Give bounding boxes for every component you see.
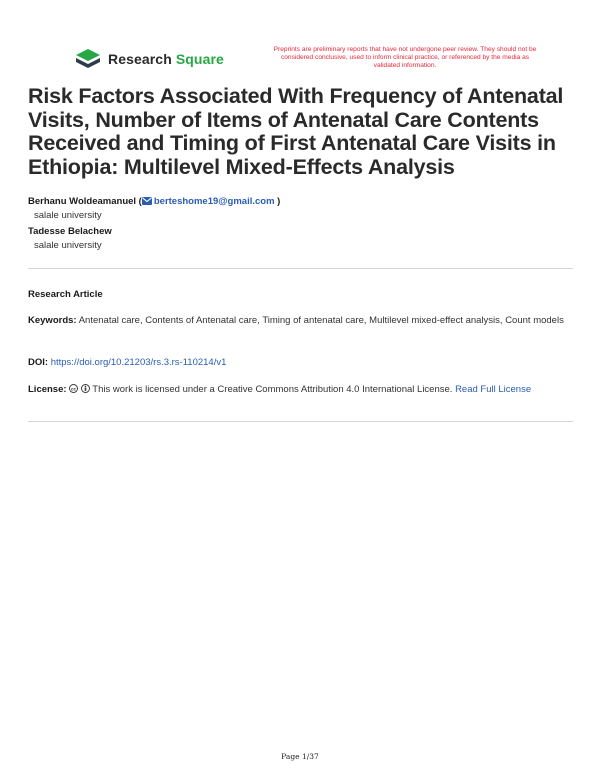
- creative-commons-icon: [69, 384, 78, 393]
- research-square-logo[interactable]: [75, 49, 224, 69]
- author-1-name: Berhanu Woldeamanuel: [28, 196, 137, 207]
- article-type: Research Article: [28, 289, 103, 300]
- logo-word-square: Square: [175, 51, 224, 67]
- keywords: [28, 313, 573, 328]
- author-2-name: Tadesse Belachew: [28, 226, 112, 237]
- envelope-icon: [142, 197, 152, 205]
- author-2-affiliation: salale university: [34, 240, 102, 251]
- divider: [28, 421, 573, 422]
- page-number: Page 1/37: [281, 752, 319, 761]
- license-text: This work is licensed under a Creative Commons Attribution 4.0 International License.: [92, 384, 453, 395]
- author-list: [28, 195, 573, 255]
- svg-text:cc: cc: [71, 386, 77, 392]
- paper-title: Risk Factors Associated With Frequency of Antenatal Visits, Number of Items of Antenatal Care Contents Received and Timing of First Antenatal Care Visits in Ethiopia: Multilevel Mixed-Effects Analysis: [28, 84, 564, 179]
- doi-label: DOI:: [28, 357, 49, 368]
- license: [28, 382, 573, 397]
- keywords-value: Antenatal care, Contents of Antenatal care, Timing of antenatal care, Multilevel mixed-effect analysis, Count models: [78, 315, 564, 326]
- attribution-icon: [81, 384, 90, 393]
- logo-word-research: Research: [108, 51, 172, 67]
- logo-wordmark: [108, 51, 224, 67]
- divider: [28, 268, 573, 269]
- author-1-email: berteshome19@gmail.com: [153, 196, 275, 207]
- author-name: Berhanu Woldeamanuel ( berteshome19@gmail.com ): [28, 196, 281, 207]
- read-full-license-link[interactable]: Read Full License: [455, 384, 532, 395]
- doi: [28, 355, 573, 370]
- doi-link[interactable]: https://doi.org/10.21203/rs.3.rs-110214/v1: [50, 357, 227, 368]
- preprint-disclaimer: Preprints are preliminary reports that have not undergone peer review. They should not be considered conclusive, used to inform clinical practice, or referenced by the media as validated information.: [273, 46, 537, 69]
- license-label: License:: [28, 384, 67, 395]
- research-square-logo-icon: [75, 49, 101, 69]
- keywords-label: Keywords:: [28, 315, 77, 326]
- author-1-affiliation: salale university: [34, 210, 102, 221]
- author-email-link[interactable]: [142, 196, 275, 207]
